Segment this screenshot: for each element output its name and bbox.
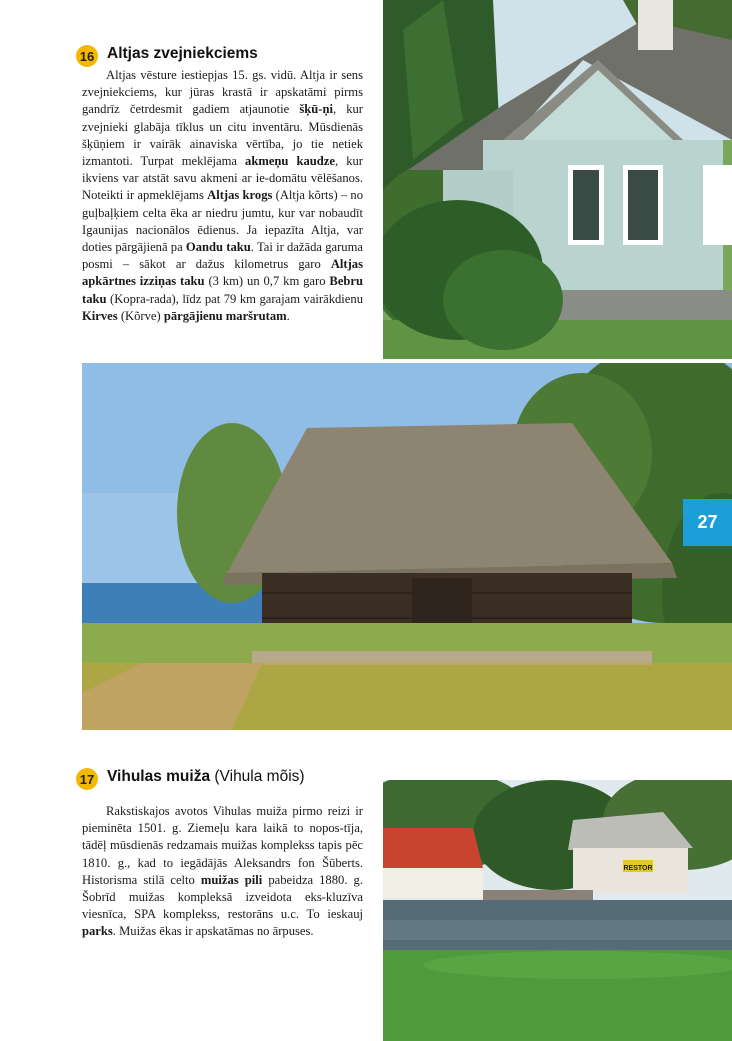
text-run: . Tai ir dažāda garuma posmi – sākot ar dažus kilometrus garo xyxy=(82,240,363,272)
bold-term: Kirves xyxy=(82,308,118,323)
text-run: (Kopra-rada), līdz pat 79 km garajam vairākdienu xyxy=(106,291,363,306)
text-run: pabeidza 1880. g. Šobrīd muižas kompleksā izveidota eks-kluzīva viesnīca, SPA komplekss, restorāns u.c. To ieskauj xyxy=(82,872,363,922)
restaurant-sign-text: RESTOR xyxy=(623,865,653,872)
text-run: , kur zvejnieki glabāja tīklus un citu inventāru. Mūsdienās šķūņiem ir vairāk ainaviska vērtība, jo tie netiek izmantoti. Turpat meklējama xyxy=(82,102,363,169)
text-run: (3 km) un 0,7 km garo xyxy=(204,274,330,289)
section-16-paragraph xyxy=(82,67,363,325)
text-run: Altjas vēsture iestiepjas 15. gs. vidū. Altja ir sens zvejniekciems, kur jūras krastā ir apskatāmi pirms gandrīz četrdesmit gadiem atjaunotie xyxy=(82,68,363,117)
bold-term: akmeņu kaudze xyxy=(245,154,335,169)
section-number-badge-17: 17 xyxy=(76,768,98,790)
text-run: . xyxy=(286,308,290,323)
bold-term: pārgājienu maršrutam xyxy=(163,308,287,323)
section-17-body xyxy=(82,803,363,941)
text-run: . Muižas ēkas ir apskatāmas no ārpuses. xyxy=(112,924,314,939)
section-title-16: Altjas zvejniekciems xyxy=(107,45,258,62)
text-run: (Kõrve) xyxy=(117,308,164,323)
bold-term: Altjas apkārtnes izziņas taku xyxy=(82,257,363,289)
text-run: Rakstiskajos avotos Vihulas muiža pirmo reizi ir pieminēta 1501. g. Ziemeļu kara laikā to nopos-tīja, tādēļ mūsdienās redzamais muižas komplekss tapis pēc 1810. g., kad to iegādājās Aleksandrs fon Šūberts. Historisma stilā celto xyxy=(82,804,363,887)
bold-term: Altjas krogs xyxy=(207,188,273,203)
bold-term: šķū-ņi xyxy=(299,102,333,117)
section-17-paragraph xyxy=(82,803,363,941)
photo-thatched-barn xyxy=(82,363,732,730)
section-title-17-main: Vihulas muiža xyxy=(107,768,211,785)
section-16-body xyxy=(82,67,363,325)
bold-term: Oandu taku xyxy=(185,240,251,255)
photo-wooden-house xyxy=(383,0,732,359)
bold-term: Bebru taku xyxy=(82,274,364,306)
text-run: (Altja kõrts) – no guļbaļķiem celta ēka ar niedru jumtu, kur var nobaudīt Igaunijas nacionālos ēdienus. Ja iepazīta Altja, var doties pārgājienā pa xyxy=(82,188,363,255)
bold-term: parks xyxy=(82,924,113,939)
section-title-17-sub: (Vihula mõis) xyxy=(210,768,305,785)
section-title-17 xyxy=(107,768,305,786)
photo-manor-pond xyxy=(383,780,732,1041)
page-number-tab: 27 xyxy=(683,499,732,546)
bold-term: muižas pili xyxy=(200,872,263,887)
section-number-badge-16: 16 xyxy=(76,45,98,67)
text-run: , kur ikviens var atstāt savu akmeni ar ie-domātu vēlēšanos. Noteikti ir apmeklējams xyxy=(82,154,363,203)
